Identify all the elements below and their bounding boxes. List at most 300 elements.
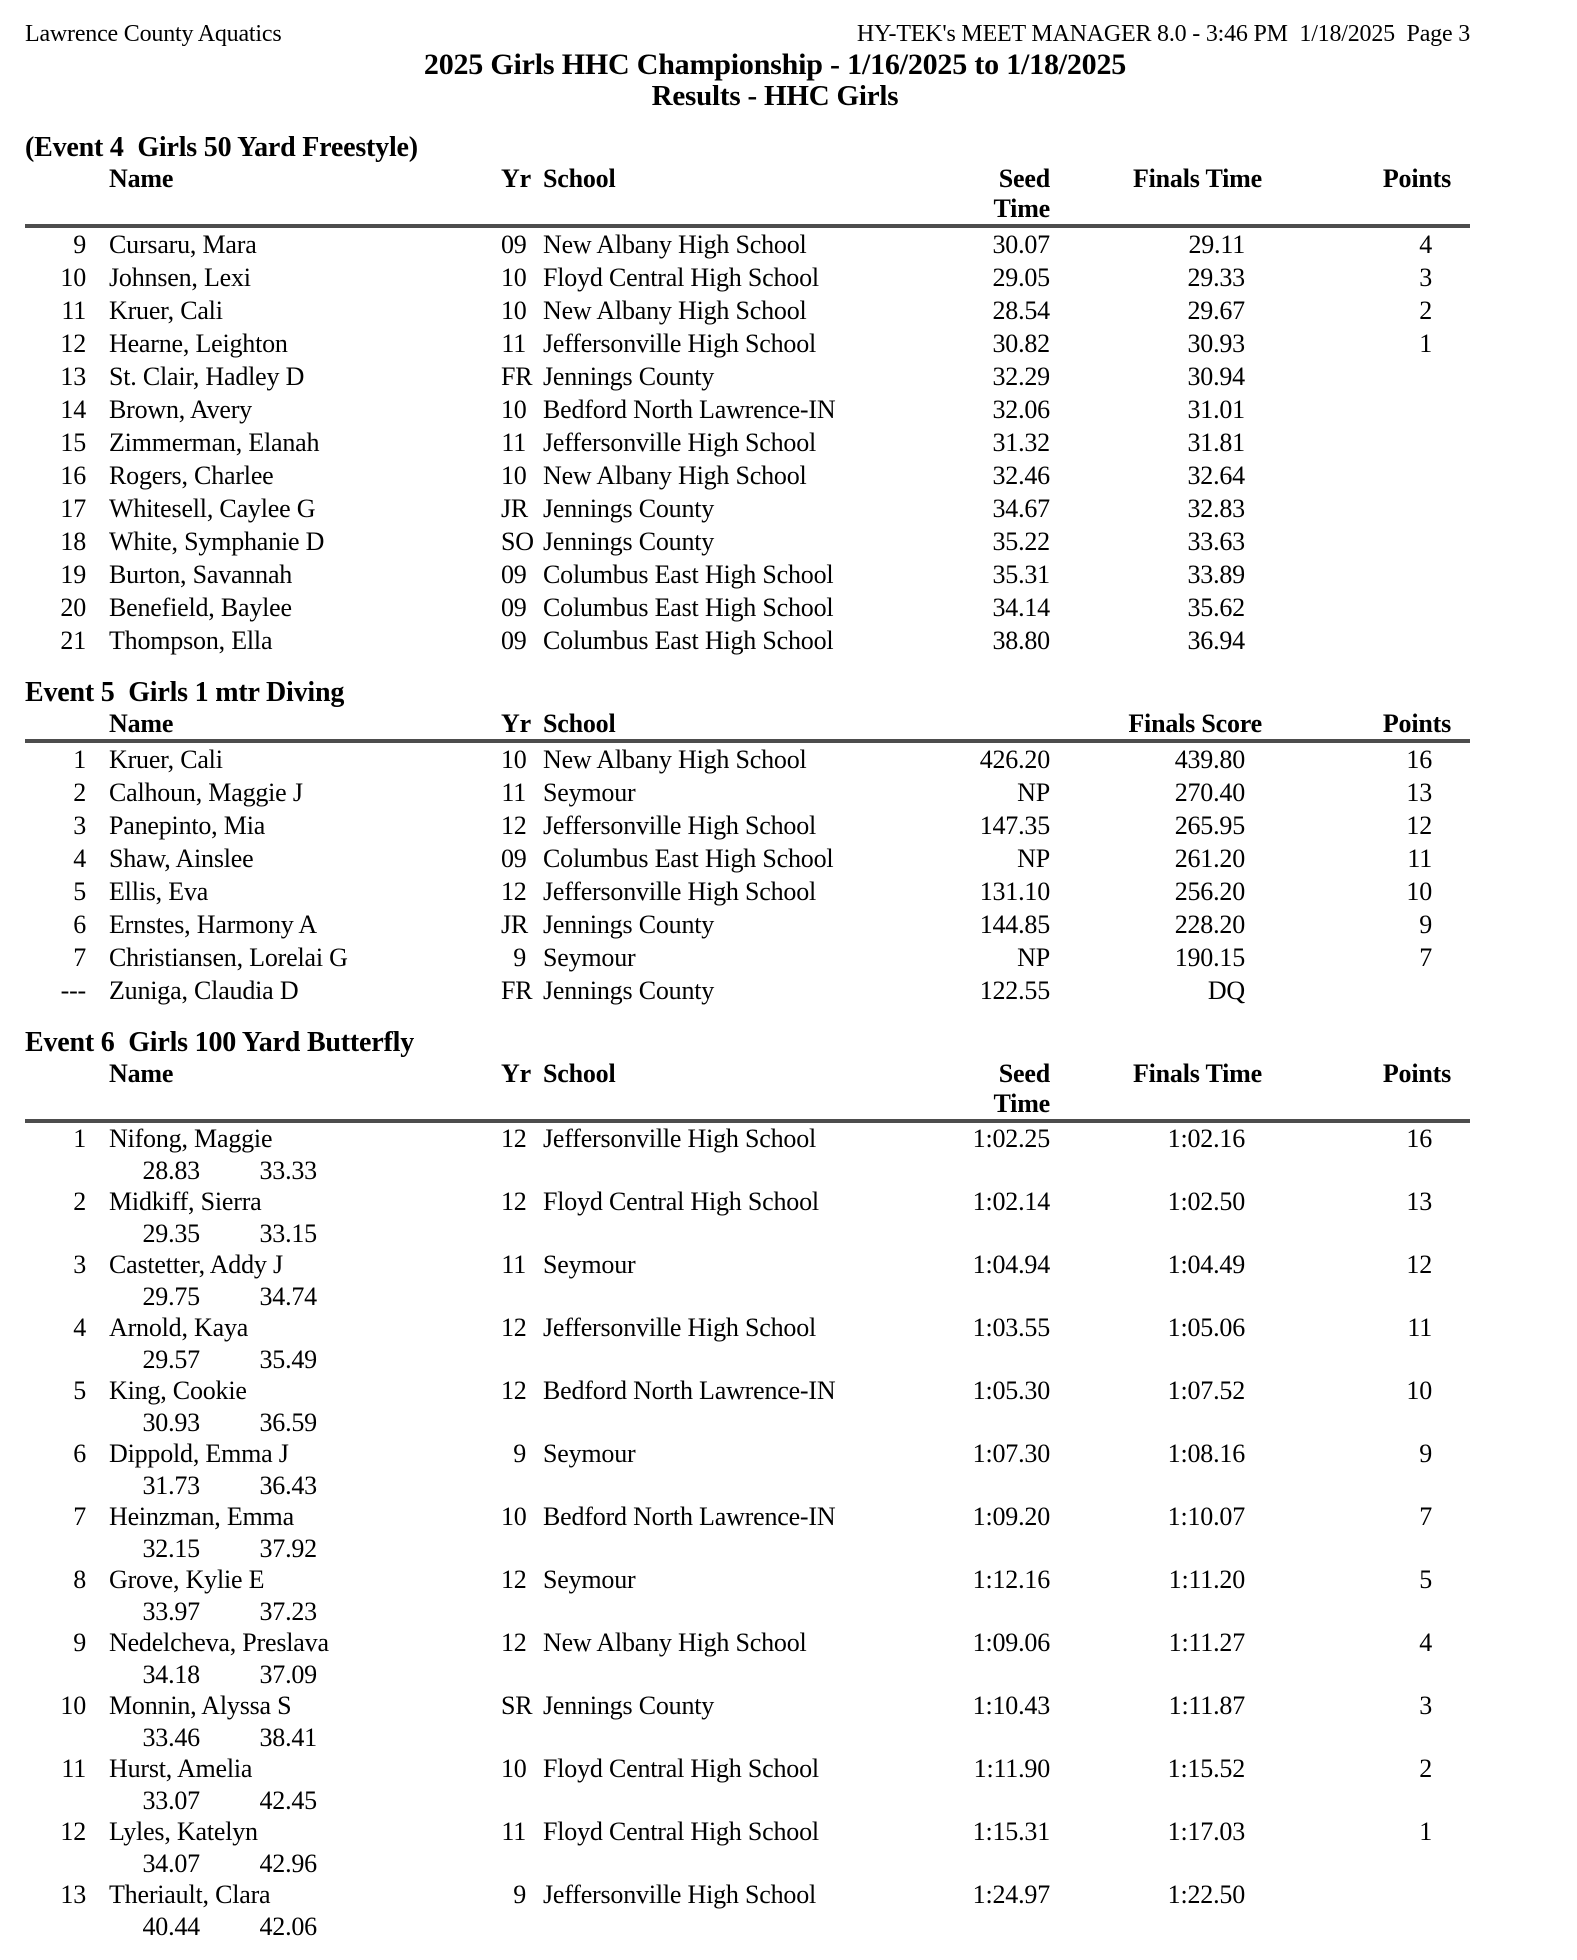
column-header-finals: Finals Time <box>1132 164 1262 193</box>
result-place: 11 <box>61 296 86 325</box>
finals-time-value: 36.94 <box>1187 626 1245 655</box>
swimmer-school: Floyd Central High School <box>543 1187 819 1216</box>
swimmer-school: Seymour <box>543 1439 636 1468</box>
column-header-school: School <box>543 1059 616 1088</box>
seed-time-value: 426.20 <box>979 745 1050 774</box>
result-place: 4 <box>73 844 86 873</box>
swimmer-school: Columbus East High School <box>543 593 834 622</box>
swimmer-year: 9 <box>513 943 526 972</box>
points-value: 2 <box>1419 296 1432 325</box>
seed-time-value: 1:05.30 <box>972 1376 1050 1405</box>
seed-time-value: 28.54 <box>992 296 1050 325</box>
swimmer-year: 09 <box>501 560 527 589</box>
result-place: 5 <box>73 877 86 906</box>
column-header-place <box>25 709 86 739</box>
result-row <box>25 1249 1432 1281</box>
column-header-year: Yr <box>501 164 531 193</box>
result-place: 8 <box>73 1565 86 1594</box>
result-row <box>25 1186 1432 1218</box>
table-header-row <box>25 164 1470 228</box>
finals-time-value: 30.94 <box>1187 362 1245 391</box>
swimmer-name: Rogers, Charlee <box>109 461 274 490</box>
seed-time-value: 35.22 <box>992 527 1050 556</box>
split-time-2: 34.74 <box>259 1281 317 1311</box>
split-time-2: 36.43 <box>259 1470 317 1500</box>
seed-time-value: 32.29 <box>992 362 1050 391</box>
splits-row <box>25 1218 1577 1250</box>
finals-time-value: 31.01 <box>1187 395 1245 424</box>
splits-spacer <box>25 1344 86 1376</box>
swimmer-year: 10 <box>501 395 527 424</box>
column-header-points: Points <box>1382 1059 1451 1088</box>
column-header-points: Points <box>1382 709 1451 738</box>
split-time-2: 42.06 <box>259 1911 317 1941</box>
result-row <box>25 228 1432 261</box>
split-time-1: 34.18 <box>142 1659 200 1689</box>
points-value: 16 <box>1406 1124 1432 1153</box>
splits-spacer <box>25 1470 86 1502</box>
software-credit-line: HY-TEK's MEET MANAGER 8.0 - 3:46 PM 1/18/2025 Page 3 <box>856 21 1470 47</box>
splits-row <box>25 1596 1577 1628</box>
swimmer-year: 10 <box>501 1754 527 1783</box>
swimmer-school: New Albany High School <box>543 1628 807 1657</box>
swimmer-year: 10 <box>501 263 527 292</box>
swimmer-year: 12 <box>501 1124 527 1153</box>
swimmer-name: Ernstes, Harmony A <box>109 910 317 939</box>
swimmer-year: 09 <box>501 593 527 622</box>
column-header-finals: Finals Score <box>1128 709 1262 738</box>
result-place: 21 <box>60 626 86 655</box>
splits-spacer <box>25 1722 86 1754</box>
result-place: --- <box>60 976 86 1005</box>
split-time-2: 36.59 <box>259 1407 317 1437</box>
swimmer-name: Castetter, Addy J <box>109 1250 283 1279</box>
swimmer-name: Hurst, Amelia <box>109 1754 253 1783</box>
swimmer-year: 12 <box>501 1313 527 1342</box>
points-value <box>1245 558 1432 591</box>
event-section <box>25 132 1577 657</box>
swimmer-name: Hearne, Leighton <box>109 329 288 358</box>
swimmer-year: 9 <box>513 1880 526 1909</box>
swimmer-year: 12 <box>501 1565 527 1594</box>
result-place: 3 <box>73 1250 86 1279</box>
result-place: 4 <box>73 1313 86 1342</box>
swimmer-name: Nifong, Maggie <box>109 1124 273 1153</box>
swimmer-school: Jeffersonville High School <box>543 811 817 840</box>
result-row <box>25 875 1432 908</box>
swimmer-name: Benefield, Baylee <box>109 593 292 622</box>
result-place: 13 <box>60 1880 86 1909</box>
swimmer-name: Cursaru, Mara <box>109 230 257 259</box>
swimmer-school: Jeffersonville High School <box>543 428 817 457</box>
result-row <box>25 941 1432 974</box>
swimmer-name: Kruer, Cali <box>109 296 223 325</box>
splits-row <box>25 1785 1577 1817</box>
swimmer-school: Seymour <box>543 1250 636 1279</box>
column-header-school: School <box>543 709 616 738</box>
result-place: 14 <box>60 395 86 424</box>
result-place: 17 <box>60 494 86 523</box>
meet-title: 2025 Girls HHC Championship - 1/16/2025 to 1/18/2025 <box>423 48 1127 81</box>
seed-time-value: 35.31 <box>992 560 1050 589</box>
column-header-name: Name <box>109 709 174 738</box>
seed-time-value: 32.46 <box>992 461 1050 490</box>
splits-row <box>25 1722 1577 1754</box>
result-place: 1 <box>73 745 86 774</box>
column-header-year: Yr <box>501 1059 531 1088</box>
swimmer-name: Nedelcheva, Preslava <box>109 1628 329 1657</box>
finals-time-value: 1:11.87 <box>1168 1691 1245 1720</box>
events-container <box>25 132 1577 1942</box>
points-value: 13 <box>1406 778 1432 807</box>
points-value: 1 <box>1419 1817 1432 1846</box>
swimmer-name: Monnin, Alyssa S <box>109 1691 292 1720</box>
swimmer-name: Calhoun, Maggie J <box>109 778 303 807</box>
swimmer-school: Seymour <box>543 778 636 807</box>
points-value: 9 <box>1419 1439 1432 1468</box>
split-time-2: 33.15 <box>259 1218 317 1248</box>
finals-time-value: 29.67 <box>1187 296 1245 325</box>
points-value <box>1245 974 1432 1007</box>
seed-time-value: 122.55 <box>979 976 1050 1005</box>
swimmer-year: JR <box>501 494 529 523</box>
splits-spacer <box>25 1218 86 1250</box>
finals-time-value: 1:11.20 <box>1168 1565 1245 1594</box>
points-value <box>1245 1879 1432 1911</box>
split-time-1: 29.35 <box>142 1218 200 1248</box>
seed-time-value: 31.32 <box>992 428 1050 457</box>
result-row <box>25 1816 1432 1848</box>
split-time-2: 35.49 <box>259 1344 317 1374</box>
column-header-seed: Seed Time <box>993 164 1050 223</box>
document-header <box>25 20 1470 48</box>
swimmer-year: 12 <box>501 1628 527 1657</box>
swimmer-year: JR <box>501 910 529 939</box>
result-row <box>25 459 1432 492</box>
table-header-row <box>25 1059 1470 1123</box>
result-row <box>25 776 1432 809</box>
points-value <box>1245 492 1432 525</box>
seed-time-value: 1:03.55 <box>972 1313 1050 1342</box>
result-place: 2 <box>73 1187 86 1216</box>
split-time-1: 33.07 <box>142 1785 200 1815</box>
splits-spacer <box>25 1596 86 1628</box>
seed-time-value: 29.05 <box>992 263 1050 292</box>
finals-time-value: 190.15 <box>1174 943 1245 972</box>
result-place: 7 <box>73 1502 86 1531</box>
seed-time-value: 1:15.31 <box>972 1817 1050 1846</box>
split-time-2: 33.33 <box>259 1155 317 1185</box>
event-section <box>25 1027 1577 1942</box>
splits-spacer <box>25 1155 86 1187</box>
result-place: 12 <box>60 329 86 358</box>
result-row <box>25 1123 1432 1155</box>
event-heading: Event 5 Girls 1 mtr Diving <box>25 677 345 708</box>
split-time-1: 28.83 <box>142 1155 200 1185</box>
finals-time-value: 265.95 <box>1174 811 1245 840</box>
split-time-1: 33.97 <box>142 1596 200 1626</box>
swimmer-school: Jeffersonville High School <box>543 329 817 358</box>
splits-row <box>25 1407 1577 1439</box>
swimmer-school: Columbus East High School <box>543 626 834 655</box>
column-header-school: School <box>543 164 616 193</box>
finals-time-value: 1:02.16 <box>1167 1124 1245 1153</box>
swimmer-year: 12 <box>501 877 527 906</box>
swimmer-year: 11 <box>501 428 526 457</box>
seed-time-value: 34.67 <box>992 494 1050 523</box>
seed-time-value: 1:07.30 <box>972 1439 1050 1468</box>
swimmer-name: Shaw, Ainslee <box>109 844 254 873</box>
swimmer-name: Panepinto, Mia <box>109 811 266 840</box>
column-header-place <box>25 164 86 224</box>
finals-time-value: 33.63 <box>1187 527 1245 556</box>
swimmer-school: Floyd Central High School <box>543 1754 819 1783</box>
result-place: 9 <box>73 230 86 259</box>
swimmer-year: 09 <box>501 626 527 655</box>
swimmer-name: Lyles, Katelyn <box>109 1817 258 1846</box>
result-place: 7 <box>73 943 86 972</box>
swimmer-school: Floyd Central High School <box>543 263 819 292</box>
swimmer-year: 10 <box>501 296 527 325</box>
seed-time-value: 1:24.97 <box>972 1880 1050 1909</box>
swimmer-year: 11 <box>501 778 526 807</box>
swimmer-school: Jeffersonville High School <box>543 1124 817 1153</box>
result-place: 11 <box>61 1754 86 1783</box>
swimmer-year: 09 <box>501 230 527 259</box>
finals-time-value: 1:10.07 <box>1167 1502 1245 1531</box>
splits-spacer <box>25 1659 86 1691</box>
event-heading: Event 6 Girls 100 Yard Butterfly <box>25 1027 414 1058</box>
result-row <box>25 261 1432 294</box>
points-value: 9 <box>1419 910 1432 939</box>
swimmer-school: Jeffersonville High School <box>543 1880 817 1909</box>
points-value: 12 <box>1406 1250 1432 1279</box>
points-value: 11 <box>1407 1313 1432 1342</box>
results-subtitle: Results - HHC Girls <box>651 80 899 112</box>
swimmer-school: Bedford North Lawrence-IN <box>543 1376 836 1405</box>
result-place: 1 <box>73 1124 86 1153</box>
points-value: 4 <box>1419 230 1432 259</box>
swimmer-school: New Albany High School <box>543 745 807 774</box>
splits-spacer <box>25 1848 86 1880</box>
result-row <box>25 908 1432 941</box>
split-time-2: 37.09 <box>259 1659 317 1689</box>
finals-time-value: 29.11 <box>1188 230 1245 259</box>
swimmer-name: Whitesell, Caylee G <box>109 494 316 523</box>
table-header-grid <box>25 1059 1451 1119</box>
splits-row <box>25 1155 1577 1187</box>
split-time-2: 37.23 <box>259 1596 317 1626</box>
seed-time-value: 30.07 <box>992 230 1050 259</box>
splits-spacer <box>25 1911 86 1943</box>
result-row <box>25 1753 1432 1785</box>
seed-time-value: 1:04.94 <box>972 1250 1050 1279</box>
finals-time-value: 32.64 <box>1187 461 1245 490</box>
points-value <box>1245 525 1432 558</box>
points-value: 1 <box>1419 329 1432 358</box>
swimmer-year: 10 <box>501 1502 527 1531</box>
splits-row <box>25 1659 1577 1691</box>
swimmer-school: Jennings County <box>543 1691 715 1720</box>
split-time-2: 37.92 <box>259 1533 317 1563</box>
column-header-points: Points <box>1382 164 1451 193</box>
finals-time-value: 32.83 <box>1187 494 1245 523</box>
column-header-year: Yr <box>501 709 531 738</box>
seed-time-value: 1:09.20 <box>972 1502 1050 1531</box>
column-header-seed <box>940 709 1050 739</box>
swimmer-year: SR <box>501 1691 533 1720</box>
seed-time-value: 1:10.43 <box>972 1691 1050 1720</box>
points-value: 10 <box>1406 1376 1432 1405</box>
result-row <box>25 1312 1432 1344</box>
seed-time-value: 144.85 <box>979 910 1050 939</box>
points-value <box>1245 624 1432 657</box>
result-row <box>25 360 1432 393</box>
result-row <box>25 525 1432 558</box>
swimmer-school: Seymour <box>543 1565 636 1594</box>
swimmer-school: Columbus East High School <box>543 844 834 873</box>
points-value: 5 <box>1419 1565 1432 1594</box>
finals-time-value: 1:04.49 <box>1167 1250 1245 1279</box>
finals-time-value: 1:08.16 <box>1167 1439 1245 1468</box>
swimmer-school: Bedford North Lawrence-IN <box>543 395 836 424</box>
finals-time-value: 256.20 <box>1174 877 1245 906</box>
swimmer-name: Christiansen, Lorelai G <box>109 943 348 972</box>
result-row <box>25 591 1432 624</box>
column-header-seed: Seed Time <box>993 1059 1050 1118</box>
swimmer-name: Kruer, Cali <box>109 745 223 774</box>
splits-spacer <box>25 1407 86 1439</box>
finals-time-value: DQ <box>1207 976 1245 1005</box>
table-header-row <box>25 709 1470 743</box>
result-place: 9 <box>73 1628 86 1657</box>
points-value: 2 <box>1419 1754 1432 1783</box>
result-row <box>25 1375 1432 1407</box>
splits-spacer <box>25 1281 86 1313</box>
result-row <box>25 1627 1432 1659</box>
splits-row <box>25 1344 1577 1376</box>
finals-time-value: 1:22.50 <box>1167 1880 1245 1909</box>
seed-time-value: NP <box>1017 943 1050 972</box>
points-value <box>1245 393 1432 426</box>
result-row <box>25 558 1432 591</box>
finals-time-value: 33.89 <box>1187 560 1245 589</box>
swimmer-name: Brown, Avery <box>109 395 252 424</box>
points-value: 3 <box>1419 263 1432 292</box>
result-place: 12 <box>60 1817 86 1846</box>
swimmer-name: St. Clair, Hadley D <box>109 362 305 391</box>
result-row <box>25 743 1432 776</box>
swimmer-name: Theriault, Clara <box>109 1880 271 1909</box>
swimmer-name: Ellis, Eva <box>109 877 209 906</box>
swimmer-name: Arnold, Kaya <box>109 1313 249 1342</box>
seed-time-value: 1:11.90 <box>973 1754 1050 1783</box>
result-place: 2 <box>73 778 86 807</box>
swimmer-name: Dippold, Emma J <box>109 1439 289 1468</box>
result-place: 10 <box>60 1691 86 1720</box>
seed-time-value: 1:02.14 <box>972 1187 1050 1216</box>
swimmer-name: Zimmerman, Elanah <box>109 428 320 457</box>
points-value: 4 <box>1419 1628 1432 1657</box>
points-value: 13 <box>1406 1187 1432 1216</box>
result-row <box>25 1501 1432 1533</box>
splits-row <box>25 1470 1577 1502</box>
finals-time-value: 261.20 <box>1174 844 1245 873</box>
seed-time-value: 34.14 <box>992 593 1050 622</box>
swimmer-year: 11 <box>501 1817 526 1846</box>
swimmer-name: Grove, Kylie E <box>109 1565 265 1594</box>
splits-row <box>25 1911 1577 1943</box>
finals-time-value: 1:15.52 <box>1167 1754 1245 1783</box>
points-value: 7 <box>1419 1502 1432 1531</box>
result-place: 6 <box>73 1439 86 1468</box>
seed-time-value: 1:02.25 <box>972 1124 1050 1153</box>
split-time-1: 29.75 <box>142 1281 200 1311</box>
result-place: 15 <box>60 428 86 457</box>
seed-time-value: NP <box>1017 778 1050 807</box>
swimmer-year: SO <box>501 527 534 556</box>
result-row <box>25 426 1432 459</box>
result-row <box>25 974 1432 1007</box>
swimmer-year: FR <box>501 362 533 391</box>
seed-time-value: 131.10 <box>979 877 1050 906</box>
points-value <box>1245 360 1432 393</box>
seed-time-value: 1:09.06 <box>972 1628 1050 1657</box>
column-header-name: Name <box>109 164 174 193</box>
result-row <box>25 393 1432 426</box>
split-time-1: 33.46 <box>142 1722 200 1752</box>
swimmer-school: New Albany High School <box>543 461 807 490</box>
swimmer-year: 12 <box>501 1376 527 1405</box>
result-place: 10 <box>60 263 86 292</box>
swimmer-school: Bedford North Lawrence-IN <box>543 1502 836 1531</box>
points-value: 16 <box>1406 745 1432 774</box>
result-row <box>25 1690 1432 1722</box>
result-place: 3 <box>73 811 86 840</box>
seed-time-value: 32.06 <box>992 395 1050 424</box>
points-value <box>1245 591 1432 624</box>
swimmer-name: White, Symphanie D <box>109 527 325 556</box>
result-row <box>25 492 1432 525</box>
swimmer-school: Jeffersonville High School <box>543 877 817 906</box>
swimmer-school: Floyd Central High School <box>543 1817 819 1846</box>
swimmer-year: 10 <box>501 745 527 774</box>
splits-spacer <box>25 1785 86 1817</box>
split-time-1: 31.73 <box>142 1470 200 1500</box>
swimmer-name: Johnsen, Lexi <box>109 263 251 292</box>
splits-row <box>25 1281 1577 1313</box>
points-value: 11 <box>1407 844 1432 873</box>
swimmer-name: Heinzman, Emma <box>109 1502 294 1531</box>
swimmer-year: 12 <box>501 1187 527 1216</box>
swimmer-school: Jennings County <box>543 910 715 939</box>
split-time-1: 30.93 <box>142 1407 200 1437</box>
split-time-1: 32.15 <box>142 1533 200 1563</box>
result-row <box>25 809 1432 842</box>
swimmer-school: Jennings County <box>543 527 715 556</box>
finals-time-value: 1:11.27 <box>1168 1628 1245 1657</box>
finals-time-value: 270.40 <box>1174 778 1245 807</box>
seed-time-value: 147.35 <box>979 811 1050 840</box>
splits-row <box>25 1533 1577 1565</box>
result-place: 19 <box>60 560 86 589</box>
swimmer-name: Burton, Savannah <box>109 560 293 589</box>
swimmer-year: 11 <box>501 1250 526 1279</box>
swimmer-school: Jennings County <box>543 494 715 523</box>
result-row <box>25 624 1432 657</box>
finals-time-value: 29.33 <box>1187 263 1245 292</box>
column-header-place <box>25 1059 86 1119</box>
